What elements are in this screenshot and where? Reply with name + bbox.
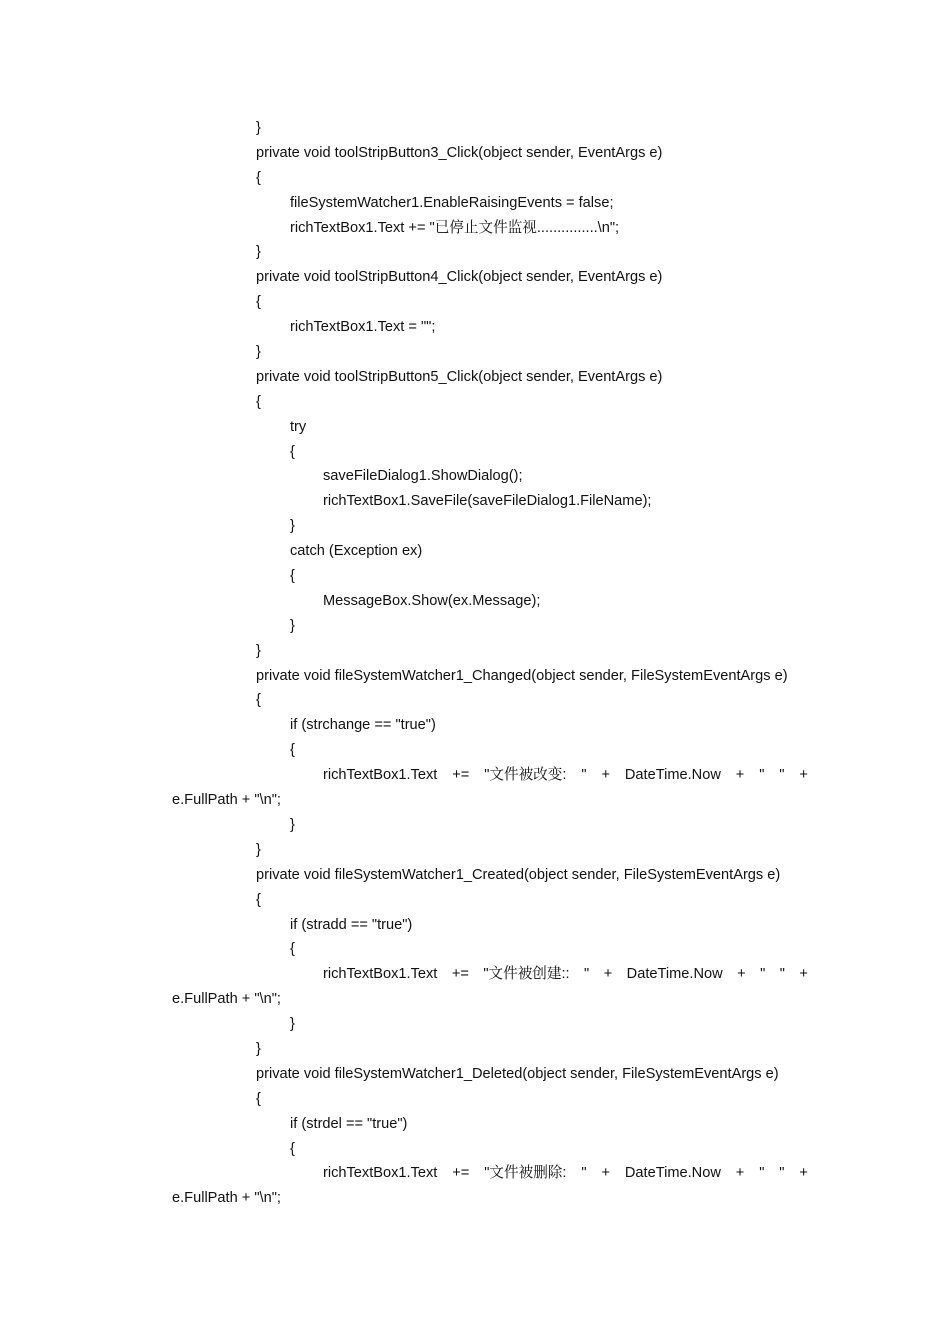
- code-token: DateTime.Now: [626, 966, 723, 983]
- code-token: +=: [451, 966, 469, 983]
- code-line: [0, 962, 950, 987]
- code-line: {: [256, 1090, 261, 1107]
- code-line: {: [290, 1140, 295, 1157]
- code-line: }: [290, 617, 295, 634]
- code-line: fileSystemWatcher1.EnableRaisingEvents = false;: [290, 194, 614, 211]
- code-token: DateTime.Now: [624, 767, 721, 784]
- code-token: richTextBox1.Text: [323, 1165, 438, 1182]
- code-token: ": [759, 767, 765, 784]
- code-line: {: [256, 891, 261, 908]
- code-line: }: [256, 244, 261, 261]
- code-line: private void fileSystemWatcher1_Deleted(object sender, FileSystemEventArgs e): [256, 1065, 779, 1082]
- code-token: DateTime.Now: [624, 1165, 721, 1182]
- code-token: "文件被创建::: [483, 966, 570, 983]
- code-line: }: [290, 518, 295, 535]
- code-token: ": [779, 1165, 785, 1182]
- code-line: private void toolStripButton3_Click(object sender, EventArgs e): [256, 144, 663, 161]
- code-line: [0, 1161, 950, 1186]
- code-line: private void fileSystemWatcher1_Changed(object sender, FileSystemEventArgs e): [256, 667, 788, 684]
- code-line: try: [290, 418, 307, 435]
- code-token: ": [760, 966, 766, 983]
- code-line: if (strchange == "true"): [290, 717, 436, 734]
- code-token: +: [737, 966, 746, 983]
- code-token: richTextBox1.Text: [323, 966, 438, 983]
- code-line: {: [256, 294, 261, 311]
- code-token: ": [581, 767, 587, 784]
- code-line: {: [256, 393, 261, 410]
- code-token: +: [735, 1165, 745, 1182]
- code-line: }: [256, 344, 261, 361]
- code-token: ": [581, 1165, 587, 1182]
- code-token: +: [799, 767, 808, 784]
- code-token: "文件被改变:: [484, 767, 567, 784]
- code-line: }: [256, 120, 261, 136]
- code-line: [0, 763, 950, 788]
- code-line: {: [290, 443, 295, 460]
- code-line: e.FullPath + "\n";: [172, 1190, 281, 1207]
- code-token: ": [779, 966, 785, 983]
- code-line: {: [290, 742, 295, 759]
- code-listing: [0, 116, 950, 1211]
- code-token: +=: [452, 767, 470, 784]
- code-line: {: [290, 568, 295, 585]
- code-line: richTextBox1.Text = "";: [290, 319, 436, 336]
- code-line: e.FullPath + "\n";: [172, 991, 281, 1008]
- code-line: }: [256, 1040, 261, 1057]
- code-token: +: [799, 966, 808, 983]
- code-line: catch (Exception ex): [290, 543, 423, 560]
- code-line: }: [290, 816, 295, 833]
- code-line: private void toolStripButton5_Click(object sender, EventArgs e): [256, 368, 663, 385]
- code-token: +: [799, 1165, 808, 1182]
- code-line: richTextBox1.SaveFile(saveFileDialog1.FileName);: [323, 493, 652, 510]
- code-token: richTextBox1.Text: [323, 767, 438, 784]
- code-line: richTextBox1.Text += "已停止文件监视...............\n";: [290, 219, 620, 236]
- code-token: ": [759, 1165, 765, 1182]
- code-line: if (stradd == "true"): [290, 916, 413, 933]
- code-token: +: [601, 1165, 610, 1182]
- code-line: {: [256, 169, 261, 186]
- code-line: e.FullPath + "\n";: [172, 792, 281, 809]
- code-line: private void toolStripButton4_Click(object sender, EventArgs e): [256, 269, 663, 286]
- code-line: if (strdel == "true"): [290, 1115, 408, 1132]
- code-line: saveFileDialog1.ShowDialog();: [323, 468, 523, 485]
- code-token: "文件被删除:: [484, 1165, 567, 1182]
- code-line: private void fileSystemWatcher1_Created(object sender, FileSystemEventArgs e): [256, 866, 781, 883]
- code-line-justified: [323, 763, 808, 788]
- code-line-justified: [323, 962, 808, 987]
- code-line: MessageBox.Show(ex.Message);: [323, 592, 541, 609]
- code-token: ": [779, 767, 785, 784]
- code-line: }: [290, 1016, 295, 1033]
- code-token: +: [601, 767, 610, 784]
- code-line: {: [290, 941, 295, 958]
- code-line-justified: [323, 1161, 808, 1186]
- code-line: {: [256, 692, 261, 709]
- code-line: }: [256, 841, 261, 858]
- code-token: ": [584, 966, 590, 983]
- code-token: +: [603, 966, 613, 983]
- code-token: +=: [452, 1165, 470, 1182]
- code-token: +: [735, 767, 745, 784]
- code-line: }: [256, 642, 261, 659]
